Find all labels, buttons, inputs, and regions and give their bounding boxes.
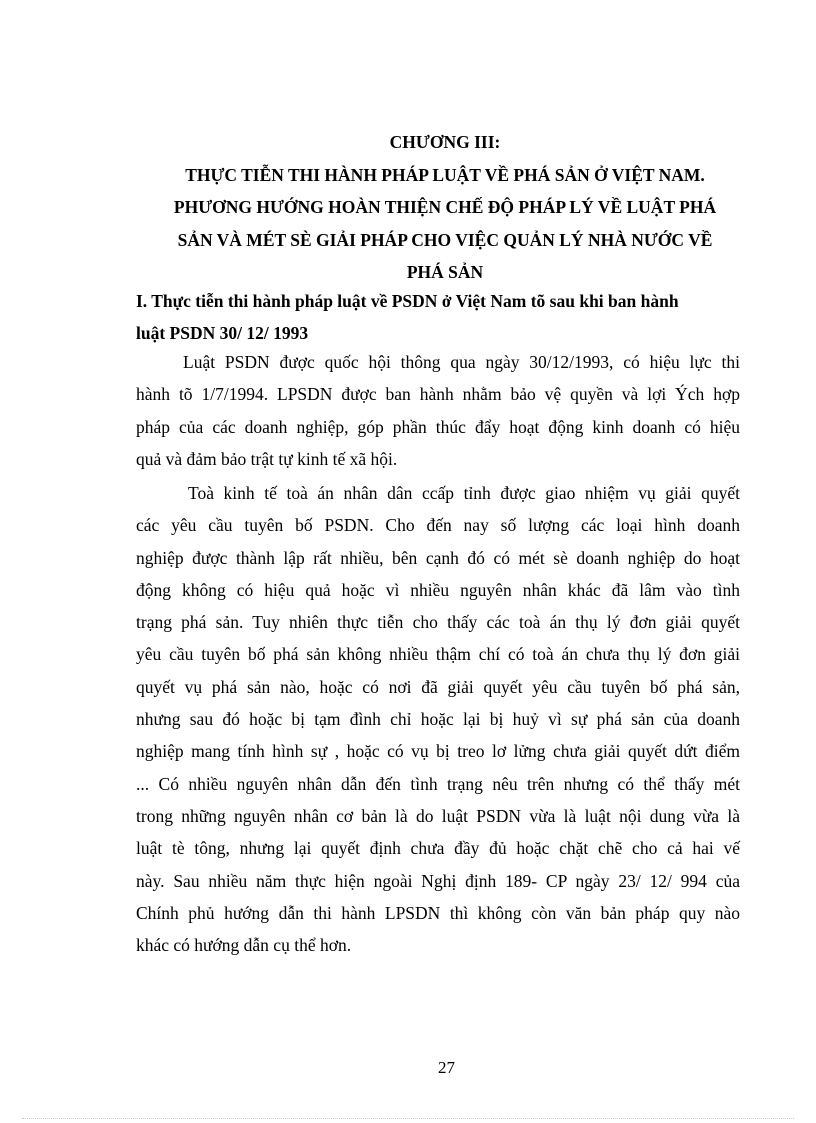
paragraph bbox=[136, 477, 740, 961]
chapter-title-line: CHƯƠNG III: bbox=[389, 132, 501, 152]
page-number: 27 bbox=[438, 1058, 455, 1077]
paragraph-line: luật tè tông, nhưng lại quyết định chưa đầy đủ hoặc chặt chẽ cho cả hai vế bbox=[136, 838, 740, 859]
chapter-title-line: SẢN VÀ MÉT SÈ GIẢI PHÁP CHO VIỆC QUẢN LÝ NHÀ NƯỚC VỀ bbox=[177, 229, 713, 250]
paragraph-line: động không có hiệu quả hoặc vì nhiều nguyên nhân khác đã lâm vào tình bbox=[136, 579, 740, 600]
paragraph-line: ... Có nhiều nguyên nhân dẫn đến tình trạng nêu trên nhưng có thể thấy mét bbox=[136, 773, 740, 794]
paragraph-line: yêu cầu tuyên bố phá sản không nhiều thậm chí có toà án chưa thụ lý đơn giải bbox=[136, 644, 740, 665]
paragraph-line: khác có hướng dẫn cụ thể hơn. bbox=[136, 935, 352, 956]
paragraph-line: nghiệp được thành lập rất nhiều, bên cạnh đó có mét sè doanh nghiệp do hoạt bbox=[136, 547, 740, 568]
paragraph-line: này. Sau nhiều năm thực hiện ngoài Nghị định 189- CP ngày 23/ 12/ 994 của bbox=[136, 870, 740, 891]
section-heading-line: I. Thực tiễn thi hành pháp luật về PSDN ở Việt Nam tõ sau khi ban hành bbox=[136, 291, 679, 311]
paragraph-line: hành tõ 1/7/1994. LPSDN được ban hành nhằm bảo vệ quyền và lợi Ých hợp bbox=[136, 384, 740, 405]
chapter-title-line: PHÁ SẢN bbox=[406, 262, 484, 282]
paragraph-line: nhưng sau đó hoặc bị tạm đình chỉ hoặc lại bị huỷ vì sự phá sản của doanh bbox=[136, 709, 740, 730]
paragraph-line: pháp của các doanh nghiệp, góp phần thúc đẩy hoạt động kinh doanh có hiệu bbox=[136, 416, 740, 437]
paragraph-line: Toà kinh tế toà án nhân dân ccấp tỉnh được giao nhiệm vụ giải quyết bbox=[188, 483, 740, 503]
paragraph-line: Chính phủ hướng dẫn thi hành LPSDN thì không còn văn bản pháp quy nào bbox=[136, 902, 740, 923]
page-bottom-divider bbox=[22, 1118, 794, 1119]
paragraph bbox=[136, 346, 740, 475]
paragraph-line: Luật PSDN được quốc hội thông qua ngày 30/12/1993, có hiệu lực thi bbox=[183, 352, 740, 372]
paragraph-line: các yêu cầu tuyên bố PSDN. Cho đến nay số lượng các loại hình doanh bbox=[136, 515, 740, 536]
paragraph-line: trạng phá sản. Tuy nhiên thực tiễn cho thấy các toà án thụ lý đơn giải quyết bbox=[136, 612, 740, 633]
paragraph-line: quyết vụ phá sản nào, hoặc có nơi đã giải quyết yêu cầu tuyên bố phá sản, bbox=[136, 676, 740, 697]
paragraph-line: trong những nguyên nhân cơ bản là do luật PSDN vừa là luật nội dung vừa là bbox=[136, 805, 740, 826]
chapter-title-line: PHƯƠNG HƯỚNG HOÀN THIỆN CHẾ ĐỘ PHÁP LÝ VỀ LUẬT PHÁ bbox=[173, 197, 717, 217]
section-heading-line: luật PSDN 30/ 12/ 1993 bbox=[136, 323, 309, 343]
paragraph-line: nghiệp mang tính hình sự , hoặc có vụ bị treo lơ lửng chưa giải quyết dứt điểm bbox=[136, 741, 740, 762]
chapter-title-line: THỰC TIỄN THI HÀNH PHÁP LUẬT VỀ PHÁ SẢN Ở VIỆT NAM. bbox=[185, 164, 705, 185]
section-heading bbox=[136, 285, 756, 349]
paragraph-line: quả và đảm bảo trật tự kinh tế xã hội. bbox=[136, 448, 398, 469]
chapter-title bbox=[130, 126, 760, 289]
